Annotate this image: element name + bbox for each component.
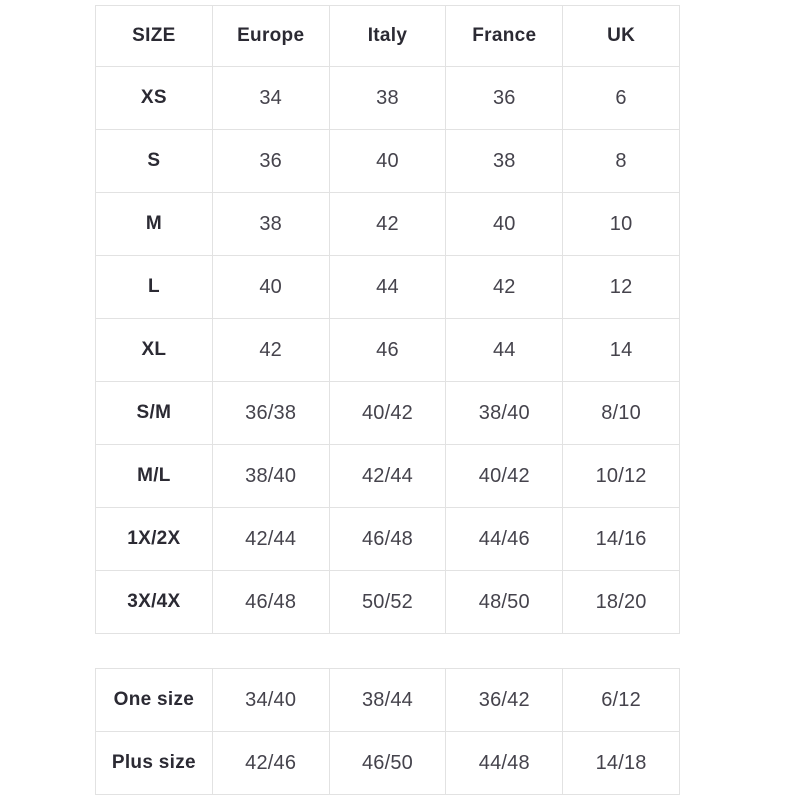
table-row — [96, 571, 680, 634]
table-cell: 12 — [563, 256, 680, 319]
size-guide — [95, 5, 680, 795]
table-cell: 6 — [563, 67, 680, 130]
table-row — [96, 256, 680, 319]
column-header-italy: Italy — [329, 6, 446, 67]
table-cell: 38 — [212, 193, 329, 256]
row-label-1x-2x: 1X/2X — [96, 508, 213, 571]
table-cell: 40 — [212, 256, 329, 319]
table-cell: 42/44 — [329, 445, 446, 508]
table-cell: 34/40 — [212, 669, 329, 732]
table-cell: 6/12 — [563, 669, 680, 732]
table-cell: 8/10 — [563, 382, 680, 445]
row-label-s-m: S/M — [96, 382, 213, 445]
table-cell: 14 — [563, 319, 680, 382]
row-label-plus-size: Plus size — [96, 732, 213, 795]
table-cell: 36/42 — [446, 669, 563, 732]
table-cell: 36 — [212, 130, 329, 193]
table-cell: 14/16 — [563, 508, 680, 571]
table-cell: 44 — [329, 256, 446, 319]
table-cell: 38/44 — [329, 669, 446, 732]
table-cell: 14/18 — [563, 732, 680, 795]
table-cell: 36 — [446, 67, 563, 130]
table-cell: 40 — [329, 130, 446, 193]
table-cell: 36/38 — [212, 382, 329, 445]
table-row — [96, 193, 680, 256]
row-label-xs: XS — [96, 67, 213, 130]
size-conversion-table — [95, 5, 680, 634]
table-cell: 46/48 — [329, 508, 446, 571]
row-label-m: M — [96, 193, 213, 256]
table-cell: 40 — [446, 193, 563, 256]
table-cell: 34 — [212, 67, 329, 130]
row-label-s: S — [96, 130, 213, 193]
header-row — [96, 6, 680, 67]
table-cell: 38 — [446, 130, 563, 193]
table-cell: 42/46 — [212, 732, 329, 795]
table-cell: 44 — [446, 319, 563, 382]
special-size-table — [95, 668, 680, 795]
table-cell: 42 — [446, 256, 563, 319]
row-label-l: L — [96, 256, 213, 319]
table-cell: 48/50 — [446, 571, 563, 634]
column-header-size: SIZE — [96, 6, 213, 67]
row-label-one-size: One size — [96, 669, 213, 732]
table-cell: 10 — [563, 193, 680, 256]
column-header-uk: UK — [563, 6, 680, 67]
table-cell: 38/40 — [212, 445, 329, 508]
table-cell: 42 — [212, 319, 329, 382]
table-row — [96, 508, 680, 571]
table-cell: 18/20 — [563, 571, 680, 634]
row-label-m-l: M/L — [96, 445, 213, 508]
table-cell: 38 — [329, 67, 446, 130]
table-row — [96, 445, 680, 508]
table-cell: 8 — [563, 130, 680, 193]
row-label-3x-4x: 3X/4X — [96, 571, 213, 634]
table-cell: 46/50 — [329, 732, 446, 795]
column-header-france: France — [446, 6, 563, 67]
table-cell: 42 — [329, 193, 446, 256]
table-cell: 46 — [329, 319, 446, 382]
table-cell: 40/42 — [446, 445, 563, 508]
column-header-europe: Europe — [212, 6, 329, 67]
table-row — [96, 319, 680, 382]
table-row — [96, 732, 680, 795]
table-row — [96, 669, 680, 732]
table-row — [96, 382, 680, 445]
row-label-xl: XL — [96, 319, 213, 382]
table-cell: 46/48 — [212, 571, 329, 634]
table-cell: 44/48 — [446, 732, 563, 795]
table-cell: 42/44 — [212, 508, 329, 571]
table-cell: 38/40 — [446, 382, 563, 445]
table-cell: 44/46 — [446, 508, 563, 571]
table-cell: 10/12 — [563, 445, 680, 508]
table-row — [96, 67, 680, 130]
table-cell: 50/52 — [329, 571, 446, 634]
table-cell: 40/42 — [329, 382, 446, 445]
table-row — [96, 130, 680, 193]
